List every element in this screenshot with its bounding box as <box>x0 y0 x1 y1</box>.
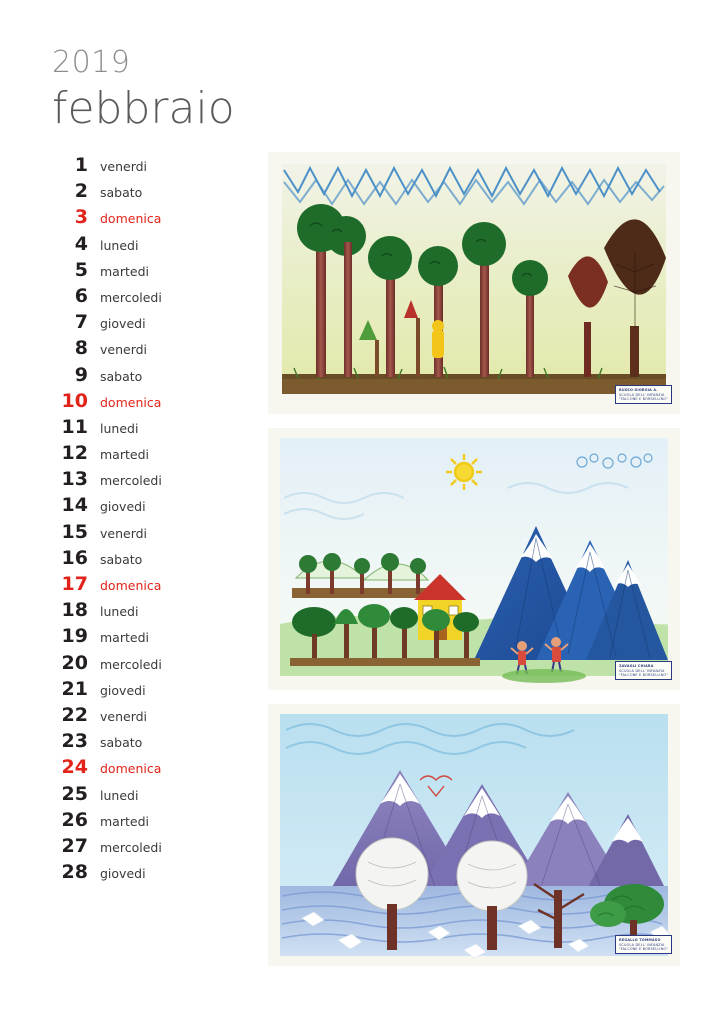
day-name: lunedi <box>100 237 139 253</box>
day-name: martedi <box>100 263 149 279</box>
day-number: 20 <box>61 651 88 674</box>
day-name: mercoledi <box>100 839 162 855</box>
day-number: 2 <box>74 180 88 203</box>
day-row <box>48 861 238 887</box>
day-name: venerdi <box>100 159 148 174</box>
day-number: 5 <box>74 258 88 281</box>
day-number: 21 <box>61 677 88 700</box>
day-row <box>48 678 238 704</box>
day-name: martedi <box>100 813 149 829</box>
day-name: domenica <box>100 578 162 593</box>
caption-school-name-1: "FALCONE E BORSELLINO" <box>619 396 668 401</box>
day-row <box>48 337 238 363</box>
drawing-mountains-river <box>268 704 680 966</box>
caption-school-name-3: "FALCONE E BORSELLINO" <box>619 946 668 951</box>
drawings-column <box>268 152 680 980</box>
day-row <box>48 835 238 861</box>
caption-school-2: SCUOLA DELL' INFANZIA <box>619 668 665 673</box>
day-name: lunedi <box>100 787 139 803</box>
day-name: giovedi <box>100 499 146 515</box>
day-name: martedi <box>100 630 149 646</box>
drawing-forest <box>268 152 680 414</box>
day-name: venerdi <box>100 708 148 724</box>
day-number: 11 <box>61 415 88 438</box>
day-row <box>48 704 238 730</box>
day-number: 1 <box>74 154 88 176</box>
day-row <box>48 233 238 259</box>
day-number: 7 <box>74 311 88 334</box>
day-name: giovedi <box>100 316 146 332</box>
page-header <box>52 45 235 135</box>
day-number: 19 <box>61 625 88 648</box>
day-row <box>48 285 238 311</box>
day-list <box>48 154 238 887</box>
drawing-mountains-house-art <box>268 428 680 690</box>
day-name: mercoledi <box>100 656 162 672</box>
caption-school-1: SCUOLA DELL' INFANZIA <box>619 392 665 397</box>
drawing-mountains-house <box>268 428 680 690</box>
caption-author-3: REGALLO TOMMASO <box>619 938 661 943</box>
day-number: 27 <box>61 834 88 857</box>
drawing-caption-3 <box>615 935 672 954</box>
day-row <box>48 206 238 232</box>
day-number: 8 <box>74 337 88 360</box>
day-row <box>48 468 238 494</box>
day-number: 10 <box>61 389 88 412</box>
day-row <box>48 521 238 547</box>
page-title: febbraio <box>52 83 235 134</box>
day-name: domenica <box>100 211 162 227</box>
day-row <box>48 390 238 416</box>
day-number: 12 <box>61 442 88 465</box>
day-number: 4 <box>74 232 88 255</box>
drawing-mountains-river-art <box>268 704 680 966</box>
day-name: giovedi <box>100 866 146 882</box>
day-row <box>48 442 238 468</box>
caption-school-3: SCUOLA DELL' INFANZIA <box>619 942 665 947</box>
caption-author-2: ZAVAGLI CHIARA <box>619 664 654 669</box>
day-number: 16 <box>61 546 88 569</box>
day-row <box>48 154 238 180</box>
day-row <box>48 783 238 809</box>
day-name: lunedi <box>100 604 139 620</box>
day-row <box>48 625 238 651</box>
year-label: 2019 <box>52 45 131 80</box>
day-row <box>48 756 238 782</box>
day-name: sabato <box>100 551 143 567</box>
day-number: 22 <box>61 703 88 726</box>
day-name: sabato <box>100 368 143 384</box>
day-row <box>48 730 238 756</box>
day-name: giovedi <box>100 682 146 698</box>
day-number: 3 <box>74 206 88 229</box>
day-number: 14 <box>61 494 88 517</box>
day-row <box>48 259 238 285</box>
day-name: venerdi <box>100 525 148 541</box>
day-number: 17 <box>61 573 88 595</box>
day-number: 15 <box>61 520 88 543</box>
day-name: domenica <box>100 394 162 410</box>
drawing-caption-2 <box>615 661 672 680</box>
caption-author-1: RUSSO GIORGIA A. <box>619 388 658 393</box>
day-name: mercoledi <box>100 473 162 489</box>
drawing-caption-1 <box>615 385 672 404</box>
drawing-forest-art <box>268 152 680 414</box>
day-name: sabato <box>100 185 143 201</box>
day-number: 24 <box>61 756 88 779</box>
day-number: 26 <box>61 808 88 831</box>
day-row <box>48 416 238 442</box>
day-name: domenica <box>100 761 162 777</box>
day-row <box>48 809 238 835</box>
day-number: 13 <box>61 468 88 491</box>
day-row <box>48 652 238 678</box>
day-name: mercoledi <box>100 289 162 305</box>
day-row <box>48 547 238 573</box>
day-number: 18 <box>61 599 88 622</box>
day-row <box>48 180 238 206</box>
day-row <box>48 364 238 390</box>
day-number: 28 <box>61 861 88 884</box>
caption-school-name-2: "FALCONE E BORSELLINO" <box>619 672 668 677</box>
day-name: martedi <box>100 447 149 463</box>
day-row <box>48 494 238 520</box>
day-name: lunedi <box>100 420 139 436</box>
day-number: 23 <box>61 730 88 753</box>
day-row <box>48 311 238 337</box>
day-number: 25 <box>61 782 88 805</box>
day-number: 9 <box>74 363 88 386</box>
day-name: venerdi <box>100 342 148 358</box>
day-row <box>48 573 238 599</box>
day-name: sabato <box>100 735 143 751</box>
day-row <box>48 599 238 625</box>
day-number: 6 <box>74 284 88 307</box>
